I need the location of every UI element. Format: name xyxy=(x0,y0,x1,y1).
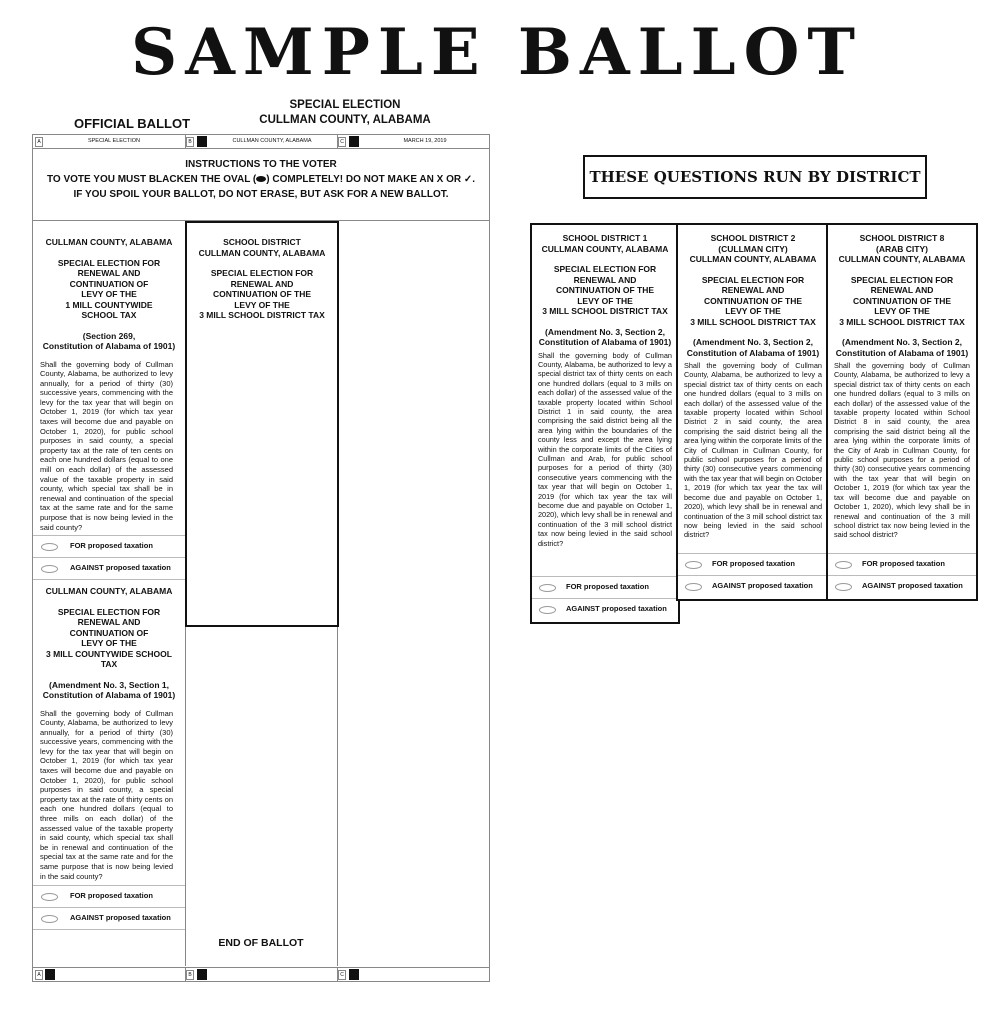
vote-oval[interactable] xyxy=(685,561,702,569)
vote-oval[interactable] xyxy=(41,543,58,551)
contest-2-for-option[interactable] xyxy=(33,885,185,907)
vote-oval[interactable] xyxy=(539,584,556,592)
vote-oval[interactable] xyxy=(539,606,556,614)
timing-mark xyxy=(45,969,55,980)
strip-tag-a: A xyxy=(35,137,43,147)
filled-oval-icon xyxy=(256,176,266,182)
district-1-heading: SCHOOL DISTRICT 1 CULLMAN COUNTY, ALABAMA SPECIAL ELECTION FOR RENEWAL AND CONTINUATION OF THE LEVY OF THE 3 MILL SCHOOL DISTRICT TAX (Amendment No. 3, Section 2, Constitution of Alabama of 1901) xyxy=(538,233,672,347)
district-2-against-option[interactable]: AGAINST proposed taxation xyxy=(678,575,828,597)
strip-cell-date: MARCH 19, 2019 xyxy=(403,138,447,144)
option-label: AGAINST proposed taxation xyxy=(70,563,171,572)
run-by-district-label: THESE QUESTIONS RUN BY DISTRICT xyxy=(583,155,927,199)
instructions-line-1: TO VOTE YOU MUST BLACKEN THE OVAL ( ) COMPLETELY! DO NOT MAKE AN X OR ✓. xyxy=(46,174,476,185)
district-1-for-option[interactable]: FOR proposed taxation xyxy=(532,576,678,598)
ballot-header-strip xyxy=(33,135,489,149)
school-district-2-contest xyxy=(676,223,830,601)
official-ballot-label: OFFICIAL BALLOT xyxy=(73,116,191,131)
official-ballot xyxy=(32,134,490,982)
special-election-header xyxy=(240,98,450,128)
vote-oval[interactable] xyxy=(41,565,58,573)
instructions-line-2: IF YOU SPOIL YOUR BALLOT, DO NOT ERASE, BUT ASK FOR A NEW BALLOT. xyxy=(73,189,449,200)
voter-instructions xyxy=(33,149,489,221)
district-8-for-option[interactable]: FOR proposed taxation xyxy=(828,553,976,575)
contest-1-mill-countywide xyxy=(33,221,185,532)
strip-cell-county: CULLMAN COUNTY, ALABAMA xyxy=(232,138,312,144)
end-of-ballot: END OF BALLOT xyxy=(218,937,304,949)
special-header-line-1: SPECIAL ELECTION xyxy=(289,99,401,111)
timing-mark xyxy=(197,969,207,980)
timing-mark xyxy=(349,969,359,980)
option-label: AGAINST proposed taxation xyxy=(70,913,171,922)
school-district-1-contest xyxy=(530,223,680,624)
vote-oval[interactable] xyxy=(835,583,852,591)
instructions-title: INSTRUCTIONS TO THE VOTER xyxy=(185,159,337,170)
sample-ballot-banner: SAMPLE BALLOT xyxy=(130,15,864,90)
timing-mark xyxy=(197,136,207,147)
school-district-heading: SCHOOL DISTRICT CULLMAN COUNTY, ALABAMA SPECIAL ELECTION FOR RENEWAL AND CONTINUATION OF THE LEVY OF THE 3 MILL SCHOOL DISTRICT TAX xyxy=(198,237,326,320)
vote-oval[interactable] xyxy=(835,561,852,569)
district-2-heading: SCHOOL DISTRICT 2 (CULLMAN CITY) CULLMAN COUNTY, ALABAMA SPECIAL ELECTION FOR RENEWAL AND CONTINUATION OF THE LEVY OF THE 3 MILL SCHOOL DISTRICT TAX (Amendment No. 3, Section 2, Constitution of Alabama of 1901) xyxy=(686,233,820,358)
contest-2-against-option[interactable] xyxy=(33,907,185,929)
contest-3-mill-countywide xyxy=(33,579,185,881)
district-8-against-option[interactable]: AGAINST proposed taxation xyxy=(828,575,976,597)
vote-oval[interactable] xyxy=(41,893,58,901)
district-2-text: Shall the governing body of Cullman County, Alabama, be authorized to levy a special district tax of thirty cents on each one hundred dollars (equal to 3 mills on each dollar) of the assessed value of the taxable property located within School District 2 in said county, the area comprising the said district being all the area lying within the corporate limits of the City of Cullman in Cullman County, for public school purposes for a period of thirty (30) consecutive years commencing with the tax year that will begin on October 1, 2019 (for which tax year the tax will become due and payable on October 1, 2020), which levy shall be in renewal and continuation of the 3 mill school district tax now being levied in the said school district? xyxy=(684,361,822,540)
district-8-heading: SCHOOL DISTRICT 8 (ARAB CITY) CULLMAN COUNTY, ALABAMA SPECIAL ELECTION FOR RENEWAL AND CONTINUATION OF THE LEVY OF THE 3 MILL SCHOOL DISTRICT TAX (Amendment No. 3, Section 2, Constitution of Alabama of 1901) xyxy=(835,233,969,358)
timing-mark xyxy=(349,136,359,147)
strip-tag-c: C xyxy=(338,137,346,147)
district-2-for-option[interactable]: FOR proposed taxation xyxy=(678,553,828,575)
contest-1-for-option[interactable] xyxy=(33,535,185,557)
ballot-footer-strip: A B C xyxy=(33,967,489,981)
school-district-8-contest xyxy=(826,223,978,601)
contest-1-against-option[interactable] xyxy=(33,557,185,579)
option-label: FOR proposed taxation xyxy=(70,541,153,550)
contest-1-text: Shall the governing body of Cullman County, Alabama, be authorized to levy annually, for a period of thirty (30) successive years, commencing with the levy for the tax year that will begin on October 1, 2019 (for which tax year taxes will become due and payable on October 1, 2020), for public school purposes in said county, a special property tax at the rate of ten cents on each one hundred dollars (equal to one mill on each dollar) of the assessed value of the taxable property in said county, which special tax shall be in renewal and continuation of the special tax at the same rate and for the same purpose that is now being levied in the said county? xyxy=(40,359,173,532)
vote-oval[interactable] xyxy=(41,915,58,923)
contest-2-heading: CULLMAN COUNTY, ALABAMA SPECIAL ELECTION FOR RENEWAL AND CONTINUATION OF LEVY OF THE 3 MILL COUNTYWIDE SCHOOL TAX (Amendment No. 3, Section 1, Constitution of Alabama of 1901) xyxy=(42,586,176,700)
strip-cell-election: SPECIAL ELECTION xyxy=(87,138,141,144)
district-8-text: Shall the governing body of Cullman County, Alabama, be authorized to levy a special district tax of thirty cents on each one hundred dollars (equal to 3 mills on each dollar) of the assessed value of the taxable property located within School District 8 in said county, the area comprising the said district being all the area lying within the corporate limits of the City of Arab in Cullman County, for public school purposes for a period of thirty (30) consecutive years commencing with the tax year that will begin on October 1, 2019 (for which tax year the tax will become due and payable on October 1, 2020), which levy shall be in renewal and continuation of the 3 mill school district tax now being levied in the said school district? xyxy=(834,361,970,540)
contest-1-heading: CULLMAN COUNTY, ALABAMA SPECIAL ELECTION FOR RENEWAL AND CONTINUATION OF LEVY OF THE 1 MILL COUNTYWIDE SCHOOL TAX (Section 269, Constitution of Alabama of 1901) xyxy=(42,237,176,351)
option-label: FOR proposed taxation xyxy=(70,891,153,900)
district-1-text: Shall the governing body of Cullman County, Alabama, be authorized to levy a special district tax of thirty cents on each one hundred dollars (equal to 3 mills on each dollar) of the assessed value of the taxable property located within School District 1 in said county, the area comprising the said district being all the area lying within the boundaries of the county less and except the area lying within the corporate limits of the Cities of Cullman and Arab, for public school purposes for a period of thirty (30) consecutive years commencing with the tax year that will begin on October 1, 2019 (for which tax year the tax will become due and payable on October 1, 2020), which levy shall be in renewal and continuation of the 3 mill school district tax now being levied in the said school district? xyxy=(538,350,672,548)
district-1-against-option[interactable]: AGAINST proposed taxation xyxy=(532,598,678,620)
contest-2-text: Shall the governing body of Cullman County, Alabama, be authorized to levy annually, for a period of thirty (30) successive years, commencing with the levy for the tax year that will begin on October 1, 2019 (for which tax year taxes will become due and payable on October 1, 2020), for public school purposes in said county, a special property tax at the rate of thirty cents on each one hundred dollars (equal to three mills on each dollar) of the assessed value of the taxable property in said county, which special tax shall be in renewal and continuation of the special tax at the same rate and for the same purpose that is now being levied in the said county? xyxy=(40,708,173,881)
strip-tag-b: B xyxy=(186,137,194,147)
special-header-line-2: CULLMAN COUNTY, ALABAMA xyxy=(259,114,431,126)
school-district-placeholder xyxy=(185,221,339,627)
vote-oval[interactable] xyxy=(685,583,702,591)
